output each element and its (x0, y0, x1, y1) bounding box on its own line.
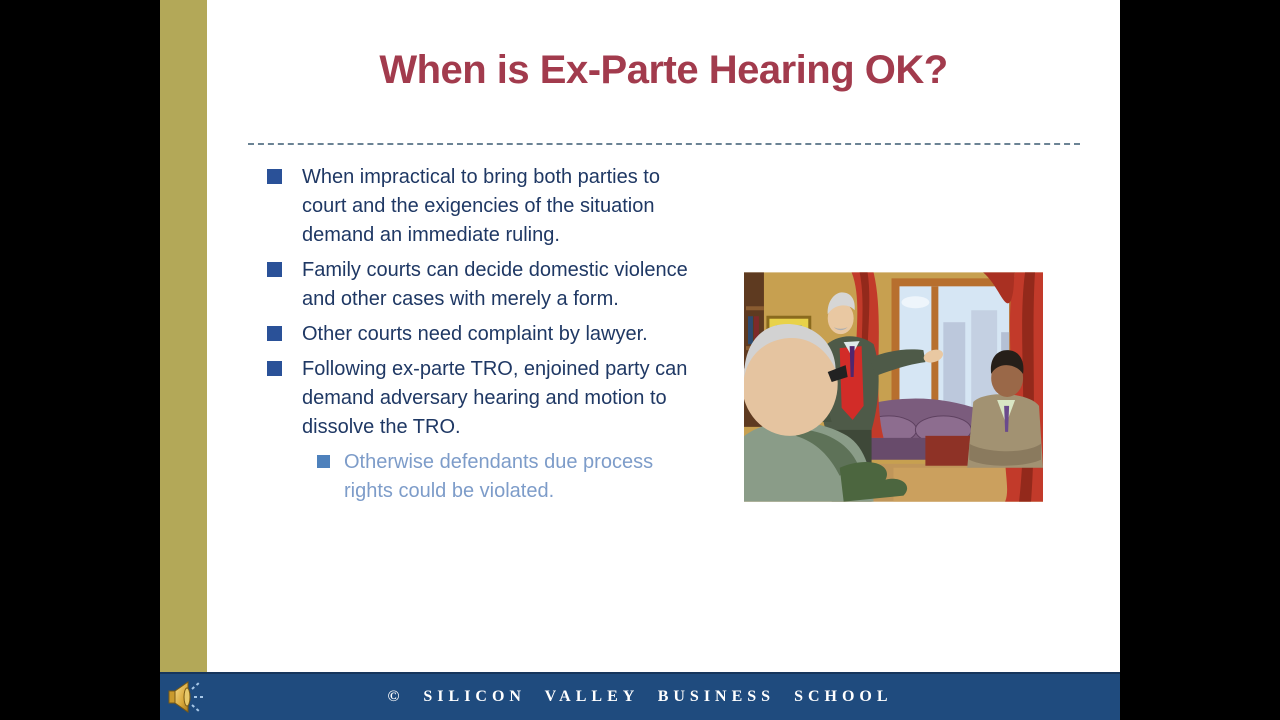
bullet-text: Other courts need complaint by lawyer. (302, 323, 648, 345)
square-bullet-icon (267, 262, 282, 277)
bullet-item (267, 355, 705, 442)
bullet-item (267, 163, 705, 250)
bullet-text: When impractical to bring both parties to court and the exigencies of the situation demand an immediate ruling. (302, 166, 660, 246)
bullet-text: Family courts can decide domestic violence and other cases with merely a form. (302, 259, 688, 310)
dashed-divider (248, 143, 1080, 145)
bullet-list (267, 163, 705, 512)
sub-bullet-item (317, 448, 677, 506)
gold-accent-stripe (160, 0, 207, 672)
square-sub-bullet-icon (317, 455, 330, 468)
square-bullet-icon (267, 361, 282, 376)
slide-title: When is Ex-Parte Hearing OK? (379, 48, 948, 92)
bullet-text: Following ex-parte TRO, enjoined party can demand adversary hearing and motion to dissolve the TRO. (302, 358, 688, 438)
square-bullet-icon (267, 326, 282, 341)
footer-bar (160, 672, 1120, 720)
bullet-item (267, 256, 705, 314)
square-bullet-icon (267, 169, 282, 184)
office-meeting-illustration (744, 272, 1043, 502)
bullet-item (267, 320, 705, 349)
sub-bullet-text: Otherwise defendants due process rights could be violated. (344, 451, 654, 502)
footer-copyright: © SILICON VALLEY BUSINESS SCHOOL (387, 688, 893, 705)
presentation-slide (160, 0, 1120, 720)
